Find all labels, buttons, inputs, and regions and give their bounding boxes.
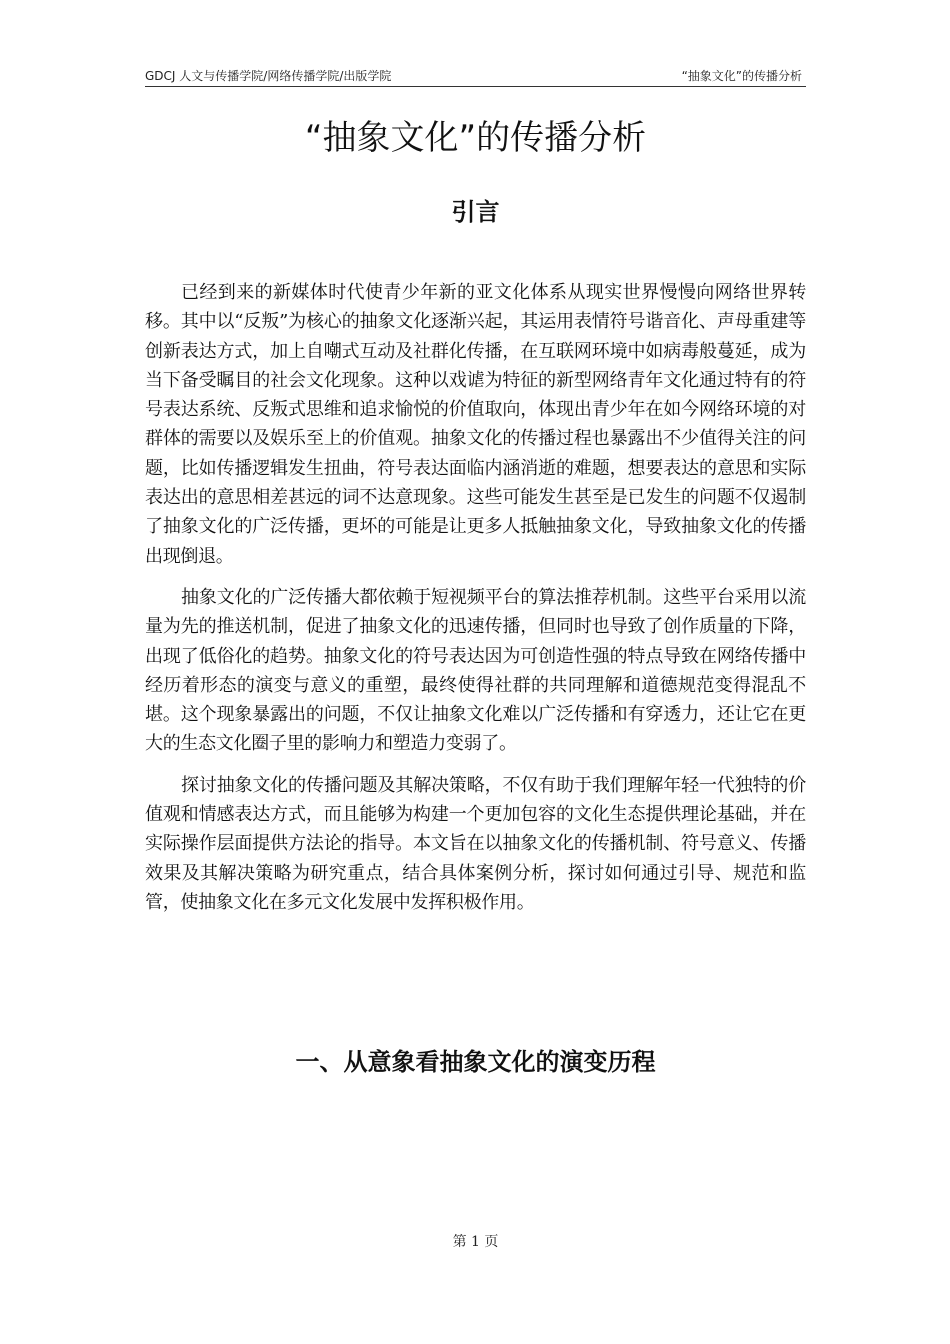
paragraph-3: 探讨抽象文化的传播问题及其解决策略，不仅有助于我们理解年轻一代独特的价值观和情感表达方式，而且能够为构建一个更加包容的文化生态提供理论基础，并在实际操作层面提供方法论的指导。本文旨在以抽象文化的传播机制、符号意义、传播效果及其解决策略为研究重点，结合具体案例分析，探讨如何通过引导、规范和监管，使抽象文化在多元文化发展中发挥积极作用。 — [145, 774, 806, 913]
header-institution: GDCJ 人文与传播学院/网络传播学院/出版学院 — [145, 69, 392, 83]
page-number: 第 1 页 — [452, 1234, 499, 1250]
intro-heading: 引言 — [451, 198, 500, 226]
section-heading-1: 一、从意象看抽象文化的演变历程 — [295, 1048, 656, 1076]
paragraph-1: 已经到来的新媒体时代使青少年新的亚文化体系从现实世界慢慢向网络世界转移。其中以“反叛”为核心的抽象文化逐渐兴起，其运用表情符号谐音化、声母重建等创新表达方式，加上自嘲式互动及社群化传播，在互联网环境中如病毒般蔓延，成为当下备受瞩目的社会文化现象。这种以戏谑为特征的新型网络青年文化通过特有的符号表达系统、反叛式思维和追求愉悦的价值取向，体现出青少年在如今网络环境的对群体的需要以及娱乐至上的价值观。抽象文化的传播过程也暴露出不少值得关注的问题，比如传播逻辑发生扭曲，符号表达面临内涵消逝的难题，想要表达的意思和实际表达出的意思相差甚远的词不达意现象。这些可能发生甚至是已发生的问题不仅遏制了抽象文化的广泛传播，更坏的可能是让更多人抵触抽象文化，导致抽象文化的传播出现倒退。 — [145, 282, 806, 567]
running-header — [145, 68, 806, 87]
paper-title: “抽象文化”的传播分析 — [304, 118, 647, 158]
paragraph-2: 抽象文化的广泛传播大都依赖于短视频平台的算法推荐机制。这些平台采用以流量为先的推送机制，促进了抽象文化的迅速传播，但同时也导致了创作质量的下降，出现了低俗化的趋势。抽象文化的符号表达因为可创造性强的特点导致在网络传播中经历着形态的演变与意义的重塑，最终使得社群的共同理解和道德规范变得混乱不堪。这个现象暴露出的问题，不仅让抽象文化难以广泛传播和有穿透力，还让它在更大的生态文化圈子里的影响力和塑造力变弱了。 — [145, 586, 806, 755]
header-paper-title: “抽象文化”的传播分析 — [681, 69, 802, 83]
body-text — [145, 278, 806, 929]
